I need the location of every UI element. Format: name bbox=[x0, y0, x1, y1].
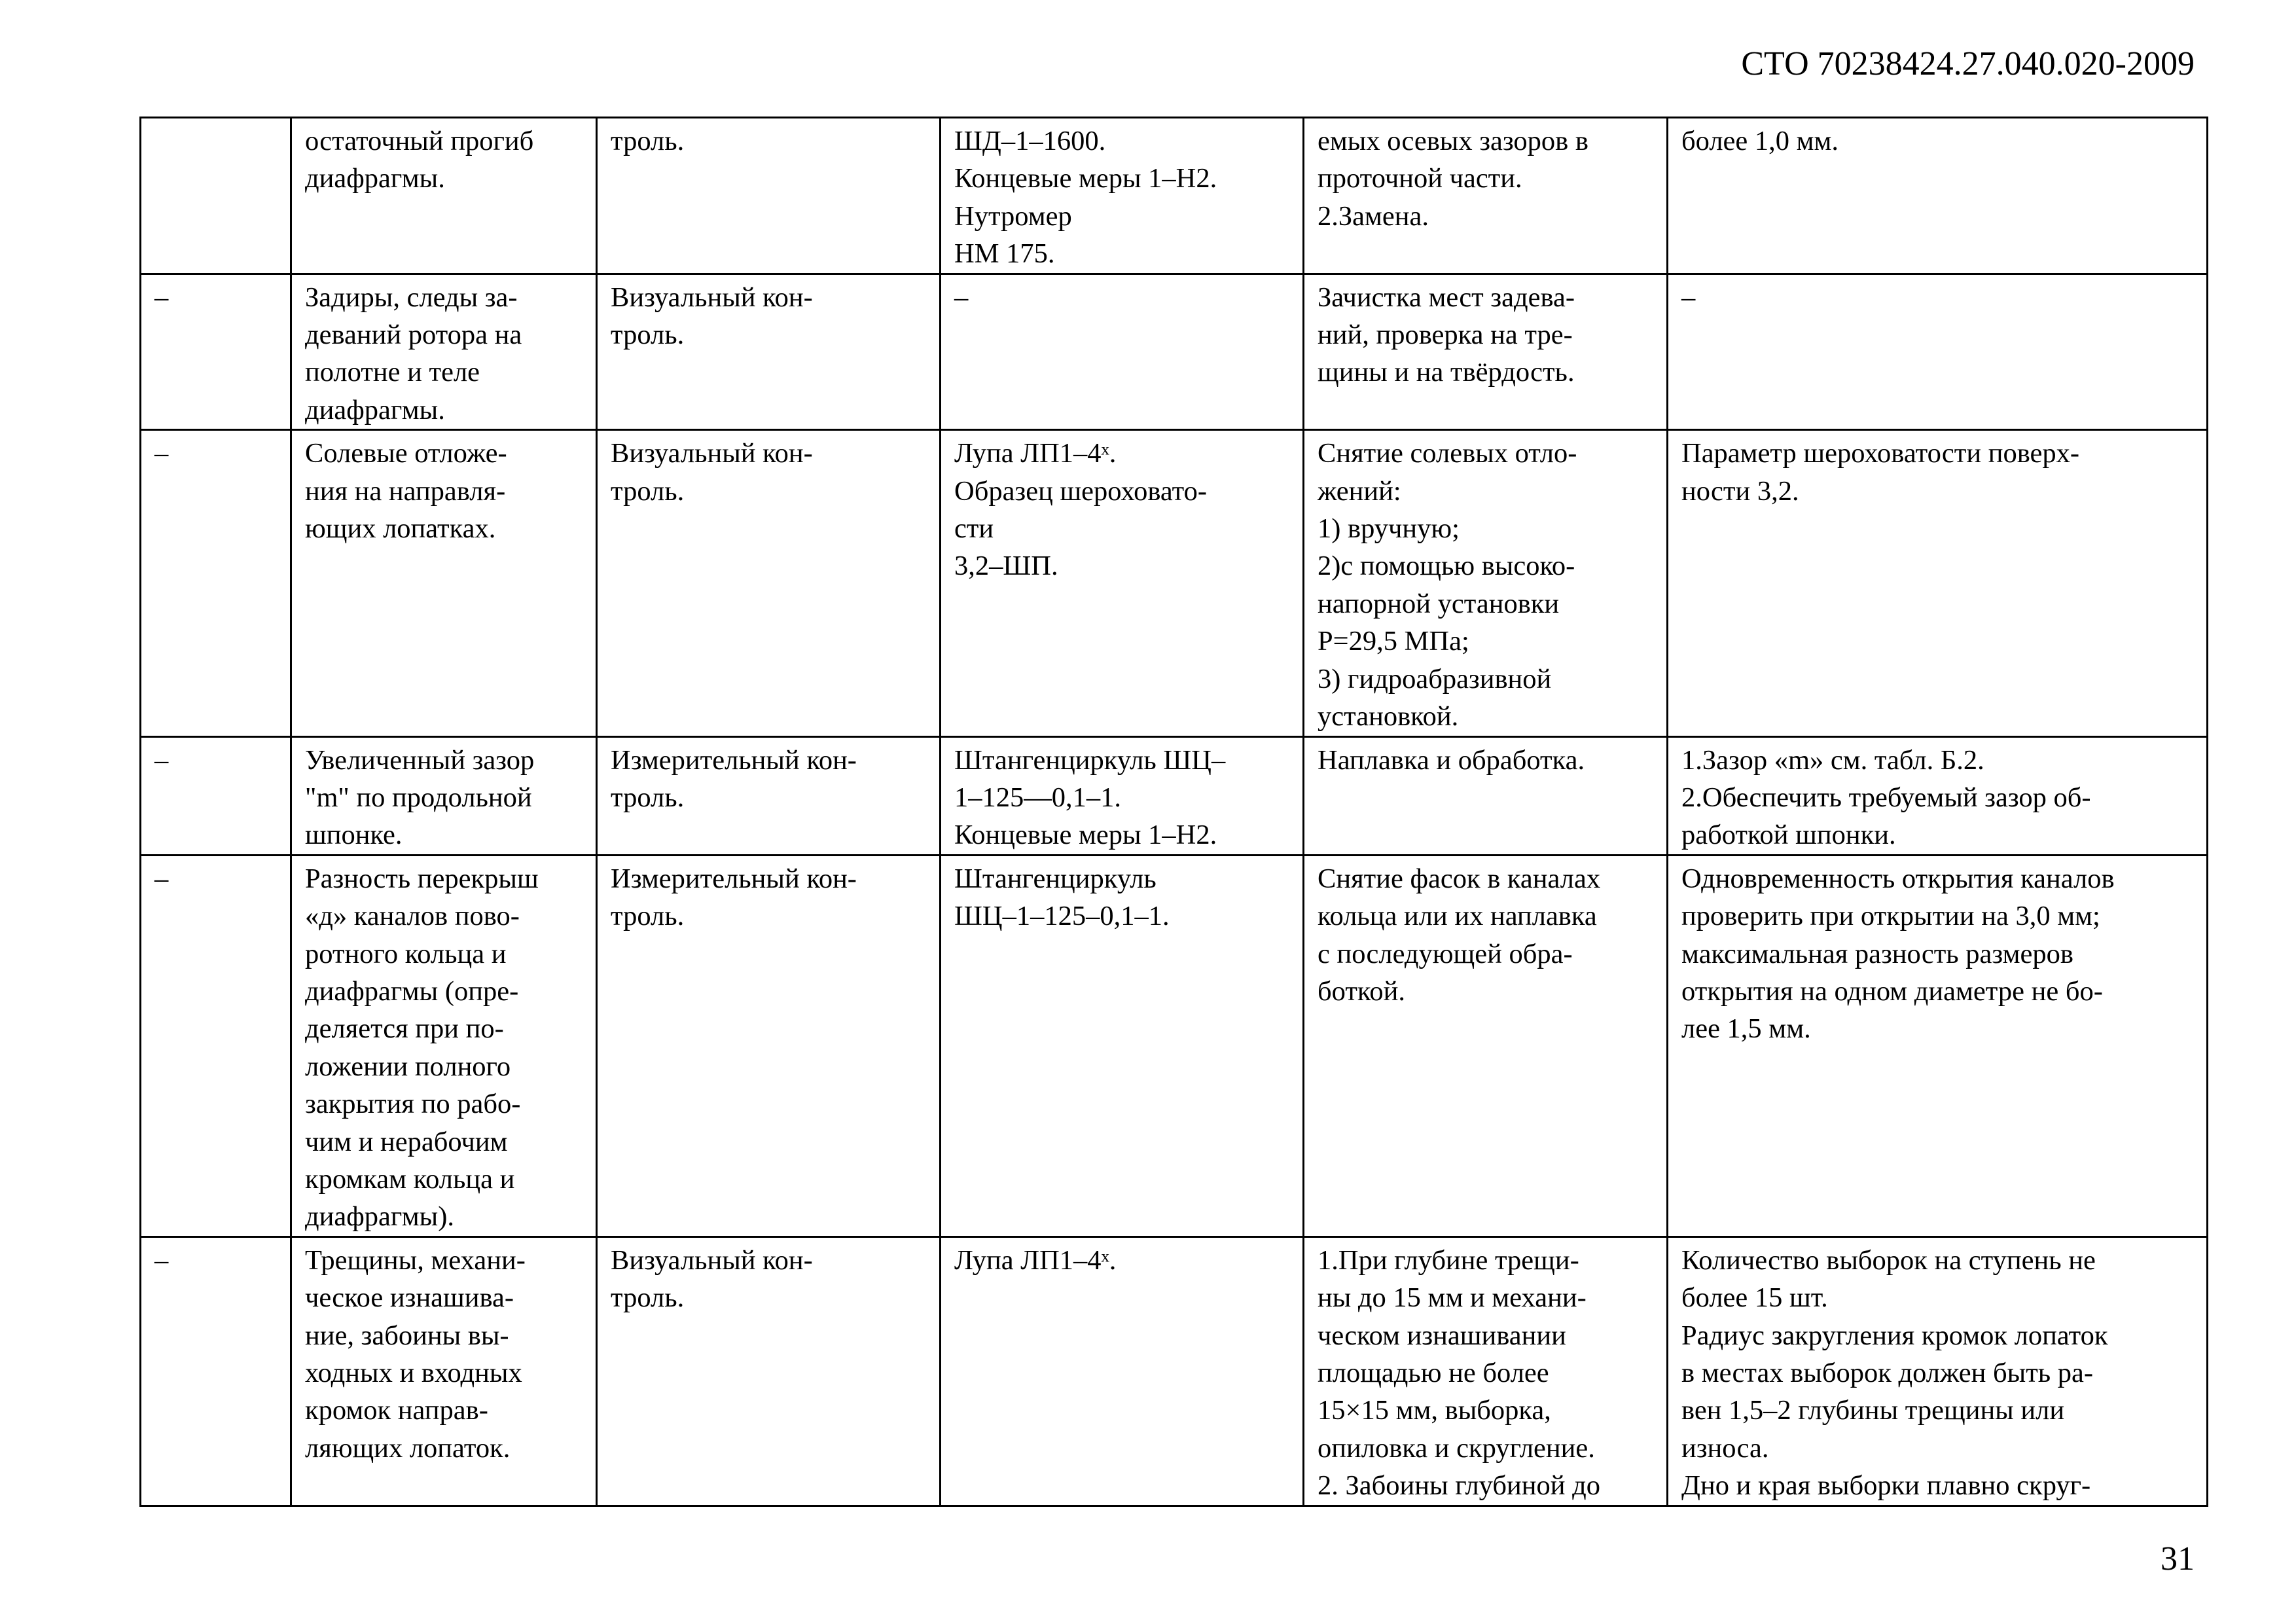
page-number: 31 bbox=[2161, 1540, 2195, 1578]
cell-text-line: 3) гидроабразивной bbox=[1318, 663, 1552, 695]
cell-text-line: емых осевых зазоров в bbox=[1318, 126, 1588, 156]
cell-text-line: Измерительный кон- bbox=[611, 863, 857, 894]
cell-text-line: Лупа ЛП1–4ˣ. bbox=[954, 438, 1117, 469]
cell-repair-method bbox=[1304, 274, 1668, 430]
cell-text-line: 1.Зазор «m» см. табл. Б.2. bbox=[1681, 744, 1984, 776]
table-row bbox=[141, 855, 2208, 1236]
cell-text-line: шпонке. bbox=[305, 820, 403, 851]
cell-marker bbox=[141, 1236, 291, 1506]
cell-text-line: диафрагмы). bbox=[305, 1201, 454, 1233]
cell-text-line: Трещины, механи- bbox=[305, 1244, 526, 1276]
cell-text-line: площадью не более bbox=[1318, 1358, 1549, 1388]
cell-text-line: – bbox=[154, 863, 169, 894]
cell-text-line: деляется при по- bbox=[305, 1013, 504, 1045]
cell-text-line: "m" по продольной bbox=[305, 782, 532, 813]
cell-text-line: Нутромер bbox=[954, 200, 1072, 232]
cell-text-line: опиловка и скругление. bbox=[1318, 1432, 1595, 1464]
cell-text-line: «д» каналов пово- bbox=[305, 901, 520, 932]
cell-text-line: щины и на твёрдость. bbox=[1318, 357, 1575, 388]
cell-text-line: Визуальный кон- bbox=[611, 438, 813, 469]
cell-text-line: напорной установки bbox=[1318, 588, 1560, 619]
cell-text-line: Визуальный кон- bbox=[611, 281, 813, 313]
cell-defect bbox=[291, 1236, 597, 1506]
cell-text-line: чим и нерабочим bbox=[305, 1126, 508, 1157]
cell-text-line: ШЦ–1–125–0,1–1. bbox=[954, 901, 1170, 932]
cell-text-line: 3,2–ШП. bbox=[954, 550, 1058, 582]
table-row bbox=[141, 118, 2208, 274]
cell-marker bbox=[141, 274, 291, 430]
cell-text-line: диафрагмы (опре- bbox=[305, 975, 519, 1007]
cell-text-line: более 15 шт. bbox=[1681, 1282, 1828, 1314]
cell-text-line: износа. bbox=[1681, 1432, 1769, 1464]
cell-text-line: Концевые меры 1–Н2. bbox=[954, 820, 1217, 851]
cell-text-line: более 1,0 мм. bbox=[1681, 126, 1839, 156]
document-code-header: СТО 70238424.27.040.020-2009 bbox=[1741, 45, 2195, 82]
table-row bbox=[141, 1236, 2208, 1506]
cell-text-line: 1.При глубине трещи- bbox=[1318, 1244, 1579, 1276]
cell-requirements bbox=[1668, 118, 2208, 274]
cell-text-line: Штангенциркуль bbox=[954, 863, 1157, 894]
cell-defect bbox=[291, 736, 597, 855]
cell-text-line: ляющих лопаток. bbox=[305, 1432, 511, 1464]
cell-control-method bbox=[597, 118, 941, 274]
cell-text-line: полотне и теле bbox=[305, 357, 480, 388]
cell-text-line: проверить при открытии на 3,0 мм; bbox=[1681, 901, 2100, 932]
table-row bbox=[141, 274, 2208, 430]
cell-text-line: закрытия по рабо- bbox=[305, 1089, 521, 1120]
cell-text-line: – bbox=[154, 1244, 169, 1276]
cell-text-line: максимальная разность размеров bbox=[1681, 938, 2073, 969]
cell-text-line: диафрагмы. bbox=[305, 163, 445, 194]
cell-instrument bbox=[941, 736, 1304, 855]
cell-text-line: ротного кольца и bbox=[305, 938, 507, 969]
cell-text-line: ющих лопатках. bbox=[305, 513, 496, 545]
cell-control-method bbox=[597, 1236, 941, 1506]
cell-text-line: троль. bbox=[611, 475, 685, 507]
cell-text-line: Штангенциркуль ШЦ– bbox=[954, 744, 1226, 776]
cell-text-line: Лупа ЛП1–4ˣ. bbox=[954, 1244, 1117, 1276]
cell-text-line: 2.Обеспечить требуемый зазор об- bbox=[1681, 782, 2091, 813]
cell-text-line: боткой. bbox=[1318, 975, 1405, 1007]
cell-text-line: Дно и края выборки плавно скруг- bbox=[1681, 1470, 2091, 1502]
cell-text-line: – bbox=[154, 744, 169, 776]
cell-text-line: Солевые отложе- bbox=[305, 438, 507, 469]
cell-requirements bbox=[1668, 1236, 2208, 1506]
cell-defect bbox=[291, 855, 597, 1236]
cell-text-line: Измерительный кон- bbox=[611, 744, 857, 776]
cell-text-line: Параметр шероховатости поверх- bbox=[1681, 438, 2080, 469]
cell-control-method bbox=[597, 430, 941, 736]
cell-text-line: установкой. bbox=[1318, 701, 1459, 732]
cell-text-line: работкой шпонки. bbox=[1681, 820, 1896, 851]
cell-text-line: в местах выборок должен быть ра- bbox=[1681, 1358, 2094, 1388]
cell-text-line: открытия на одном диаметре не бо- bbox=[1681, 975, 2103, 1007]
cell-text-line: троль. bbox=[611, 319, 685, 351]
cell-text-line: ческое изнашива- bbox=[305, 1282, 514, 1314]
cell-text-line: Одновременность открытия каналов bbox=[1681, 863, 2115, 894]
cell-text-line: Снятие фасок в каналах bbox=[1318, 863, 1601, 894]
cell-text-line: диафрагмы. bbox=[305, 394, 445, 425]
cell-text-line: жений: bbox=[1318, 475, 1401, 507]
cell-text-line: ложении полного bbox=[305, 1051, 511, 1082]
cell-repair-method bbox=[1304, 430, 1668, 736]
cell-defect bbox=[291, 274, 597, 430]
cell-repair-method bbox=[1304, 118, 1668, 274]
cell-repair-method bbox=[1304, 855, 1668, 1236]
cell-text-line: сти bbox=[954, 513, 994, 545]
table-row bbox=[141, 736, 2208, 855]
cell-marker bbox=[141, 855, 291, 1236]
cell-text-line: троль. bbox=[611, 782, 685, 813]
cell-text-line: Визуальный кон- bbox=[611, 1244, 813, 1276]
cell-instrument bbox=[941, 1236, 1304, 1506]
defect-table bbox=[139, 117, 2208, 1507]
cell-repair-method bbox=[1304, 736, 1668, 855]
cell-instrument bbox=[941, 118, 1304, 274]
cell-text-line: – bbox=[1681, 281, 1696, 313]
cell-text-line: ний, проверка на тре- bbox=[1318, 319, 1573, 351]
cell-marker bbox=[141, 430, 291, 736]
cell-instrument bbox=[941, 855, 1304, 1236]
cell-text-line: троль. bbox=[611, 901, 685, 932]
cell-text-line: Задиры, следы за- bbox=[305, 281, 518, 313]
cell-marker bbox=[141, 736, 291, 855]
cell-control-method bbox=[597, 736, 941, 855]
cell-text-line: 15×15 мм, выборка, bbox=[1318, 1395, 1551, 1426]
cell-marker bbox=[141, 118, 291, 274]
cell-text-line: – bbox=[154, 281, 169, 313]
cell-defect bbox=[291, 118, 597, 274]
table-row bbox=[141, 430, 2208, 736]
cell-text-line: Количество выборок на ступень не bbox=[1681, 1244, 2096, 1276]
cell-requirements bbox=[1668, 274, 2208, 430]
cell-text-line: с последующей обра- bbox=[1318, 938, 1573, 969]
cell-text-line: НМ 175. bbox=[954, 238, 1055, 270]
cell-text-line: 2)с помощью высоко- bbox=[1318, 550, 1575, 582]
cell-text-line: ние, забоины вы- bbox=[305, 1320, 509, 1351]
cell-defect bbox=[291, 430, 597, 736]
cell-text-line: лее 1,5 мм. bbox=[1681, 1013, 1811, 1045]
cell-text-line: ности 3,2. bbox=[1681, 475, 1799, 507]
cell-requirements bbox=[1668, 855, 2208, 1236]
defect-table-body bbox=[141, 118, 2208, 1506]
cell-text-line: 1) вручную; bbox=[1318, 513, 1460, 545]
cell-text-line: Разность перекрыш bbox=[305, 863, 539, 894]
cell-text-line: ны до 15 мм и механи- bbox=[1318, 1282, 1587, 1314]
cell-text-line: Наплавка и обработка. bbox=[1318, 744, 1585, 776]
cell-text-line: вен 1,5–2 глубины трещины или bbox=[1681, 1395, 2065, 1426]
cell-control-method bbox=[597, 855, 941, 1236]
cell-text-line: ШД–1–1600. bbox=[954, 126, 1106, 156]
cell-text-line: 1–125—0,1–1. bbox=[954, 782, 1121, 813]
cell-instrument bbox=[941, 430, 1304, 736]
cell-text-line: троль. bbox=[611, 1282, 685, 1314]
cell-text-line: Увеличенный зазор bbox=[305, 744, 535, 776]
cell-requirements bbox=[1668, 736, 2208, 855]
cell-repair-method bbox=[1304, 1236, 1668, 1506]
cell-control-method bbox=[597, 274, 941, 430]
cell-text-line: Концевые меры 1–Н2. bbox=[954, 163, 1217, 194]
cell-text-line: 2. Забоины глубиной до bbox=[1318, 1470, 1600, 1502]
cell-text-line: Образец шероховато- bbox=[954, 475, 1208, 507]
cell-text-line: ния на направля- bbox=[305, 475, 506, 507]
cell-text-line: Снятие солевых отло- bbox=[1318, 438, 1577, 469]
cell-text-line: Радиус закругления кромок лопаток bbox=[1681, 1320, 2108, 1351]
cell-requirements bbox=[1668, 430, 2208, 736]
cell-text-line: кольца или их наплавка bbox=[1318, 901, 1597, 932]
cell-text-line: деваний ротора на bbox=[305, 319, 522, 351]
cell-text-line: троль. bbox=[611, 126, 685, 156]
cell-text-line: Р=29,5 МПа; bbox=[1318, 626, 1469, 657]
cell-text-line: ческом изнашивании bbox=[1318, 1320, 1566, 1351]
cell-text-line: кромок направ- bbox=[305, 1395, 488, 1426]
cell-text-line: – bbox=[154, 438, 169, 469]
cell-text-line: остаточный прогиб bbox=[305, 126, 534, 156]
cell-text-line: ходных и входных bbox=[305, 1358, 522, 1388]
cell-instrument bbox=[941, 274, 1304, 430]
cell-text-line: Зачистка мест задева- bbox=[1318, 281, 1575, 313]
cell-text-line: проточной части. bbox=[1318, 163, 1522, 194]
cell-text-line: – bbox=[954, 281, 969, 313]
cell-text-line: 2.Замена. bbox=[1318, 200, 1429, 232]
cell-text-line: кромкам кольца и bbox=[305, 1163, 515, 1195]
